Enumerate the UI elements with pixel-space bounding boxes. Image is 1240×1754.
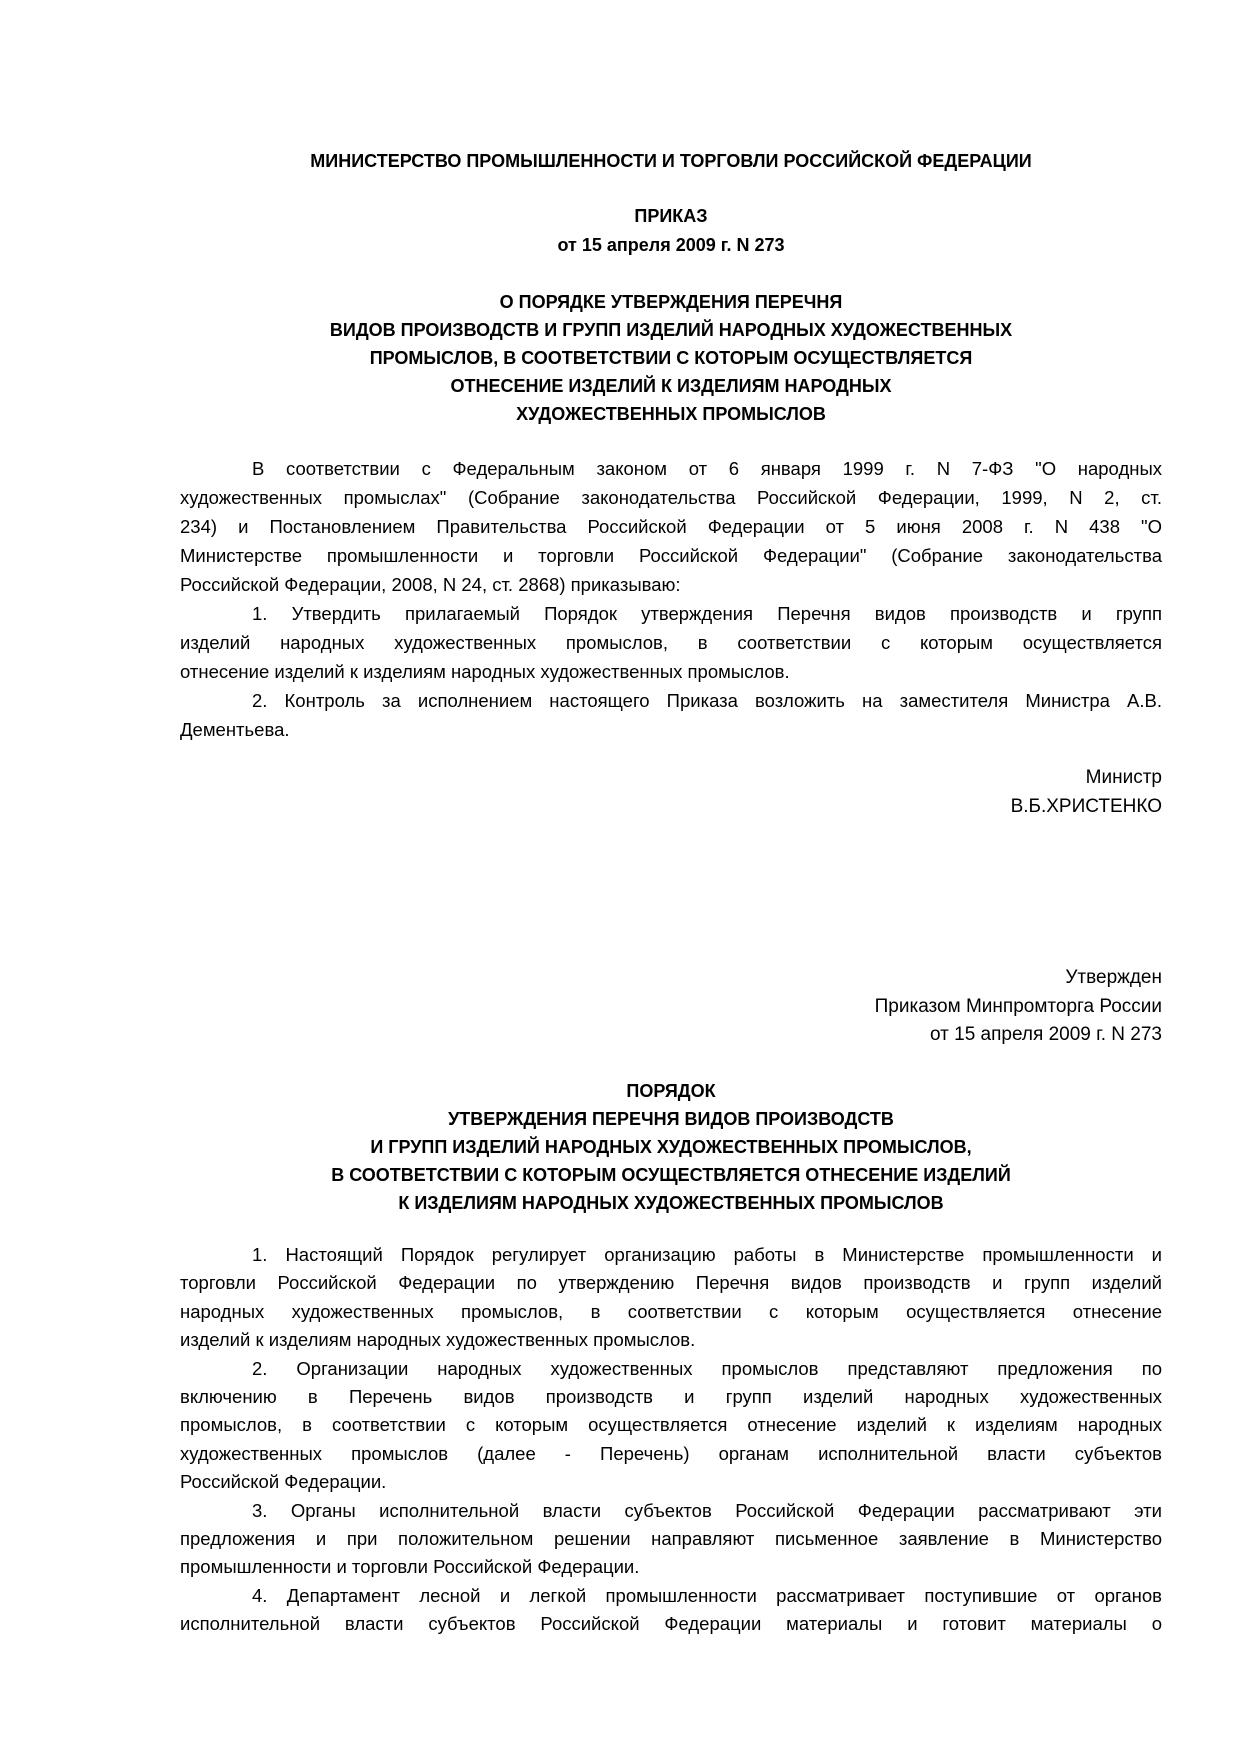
title-line: О ПОРЯДКЕ УТВЕРЖДЕНИЯ ПЕРЕЧНЯ [499, 292, 843, 312]
paragraph [180, 454, 1162, 599]
title-line: ПОРЯДОК [626, 1081, 716, 1101]
text-line: промышленности и торговли Российской Федерации. [180, 1556, 640, 1578]
text-line: 4. Департамент лесной и легкой промышленности рассматривает поступившие от органов [252, 1584, 1162, 1606]
approval-line: Утвержден [1065, 967, 1162, 988]
text-line: 1. Утвердить прилагаемый Порядок утверждения Перечня видов производств и групп [252, 603, 1162, 624]
doc-date: от 15 апреля 2009 г. N 273 [557, 235, 785, 255]
approval-line: от 15 апреля 2009 г. N 273 [930, 1024, 1162, 1045]
paragraph [180, 686, 1162, 744]
ministry-title: МИНИСТЕРСТВО ПРОМЫШЛЕННОСТИ И ТОРГОВЛИ РОССИЙСКОЙ ФЕДЕРАЦИИ [310, 151, 1032, 171]
text-line: Российской Федерации, 2008, N 24, ст. 2868) приказываю: [180, 574, 681, 595]
title-line: УТВЕРЖДЕНИЯ ПЕРЕЧНЯ ВИДОВ ПРОИЗВОДСТВ [448, 1109, 894, 1129]
title-line: В СООТВЕТСТВИИ С КОТОРЫМ ОСУЩЕСТВЛЯЕТСЯ ОТНЕСЕНИЕ ИЗДЕЛИЙ [331, 1165, 1011, 1185]
approval-line: Приказом Минпромторга России [874, 995, 1162, 1017]
text-line: изделий к изделиям народных художественных промыслов. [180, 1329, 696, 1351]
paragraph [180, 1497, 1162, 1582]
doc-type: ПРИКАЗ [634, 206, 708, 226]
text-line: 3. Органы исполнительной власти субъектов Российской Федерации рассматривают эти [252, 1499, 1162, 1521]
paragraph [180, 1355, 1162, 1497]
text-line: предложения и при положительном решении направляют письменное заявление в Министерство [180, 1527, 1162, 1549]
text-line: Министерстве промышленности и торговли Российской Федерации" (Собрание законодательства [180, 545, 1162, 566]
text-line: В соответствии с Федеральным законом от 6 января 1999 г. N 7-ФЗ "О народных [252, 458, 1162, 479]
order-body [180, 454, 1162, 744]
title-line: ОТНЕСЕНИЕ ИЗДЕЛИЙ К ИЗДЕЛИЯМ НАРОДНЫХ [450, 376, 892, 396]
text-line: торговли Российской Федерации по утверждению Перечня видов производств и групп изделий [180, 1272, 1162, 1294]
text-line: изделий народных художественных промыслов, в соответствии с которым осуществляется [180, 632, 1162, 653]
signature-name: В.Б.ХРИСТЕНКО [1010, 795, 1162, 817]
approval-block [180, 964, 1162, 1050]
title-line: ВИДОВ ПРОИЗВОДСТВ И ГРУПП ИЗДЕЛИЙ НАРОДНЫХ ХУДОЖЕСТВЕННЫХ [329, 320, 1013, 340]
title-line: ХУДОЖЕСТВЕННЫХ ПРОМЫСЛОВ [516, 404, 826, 424]
paragraph [180, 599, 1162, 686]
title-line: И ГРУПП ИЗДЕЛИЙ НАРОДНЫХ ХУДОЖЕСТВЕННЫХ ПРОМЫСЛОВ, [370, 1137, 972, 1157]
signature-block [180, 764, 1162, 821]
text-line: Российской Федерации. [180, 1471, 387, 1493]
procedure-title [180, 1077, 1162, 1217]
text-line: народных художественных промыслов, в соответствии с которым осуществляется отнесение [180, 1300, 1162, 1322]
text-line: исполнительной власти субъектов Российской Федерации материалы и готовит материалы о [180, 1613, 1162, 1635]
order-title [180, 288, 1162, 428]
text-line: 2. Организации народных художественных промыслов представляют предложения по [252, 1357, 1162, 1379]
title-line: ПРОМЫСЛОВ, В СООТВЕТСТВИИ С КОТОРЫМ ОСУЩЕСТВЛЯЕТСЯ [369, 348, 973, 368]
procedure-body [180, 1241, 1162, 1638]
paragraph [180, 1241, 1162, 1355]
text-line: художественных промыслов (далее - Перечень) органам исполнительной власти субъектов [180, 1442, 1162, 1464]
title-line: К ИЗДЕЛИЯМ НАРОДНЫХ ХУДОЖЕСТВЕННЫХ ПРОМЫСЛОВ [398, 1193, 944, 1213]
paragraph [180, 1582, 1162, 1639]
text-line: Дементьева. [180, 719, 290, 740]
text-line: включению в Перечень видов производств и групп изделий народных художественных [180, 1385, 1162, 1407]
text-line: 234) и Постановлением Правительства Российской Федерации от 5 июня 2008 г. N 438 "О [180, 516, 1162, 537]
text-line: 2. Контроль за исполнением настоящего Приказа возложить на заместителя Министра А.В. [252, 690, 1162, 711]
signature-position: Министр [1085, 767, 1162, 788]
text-line: отнесение изделий к изделиям народных художественных промыслов. [180, 661, 790, 682]
text-line: 1. Настоящий Порядок регулирует организацию работы в Министерстве промышленности и [252, 1244, 1162, 1265]
text-line: художественных промыслах" (Собрание законодательства Российской Федерации, 1999, N 2, ст. [180, 487, 1162, 508]
text-line: промыслов, в соответствии с которым осуществляется отнесение изделий к изделиям народных [180, 1414, 1162, 1436]
